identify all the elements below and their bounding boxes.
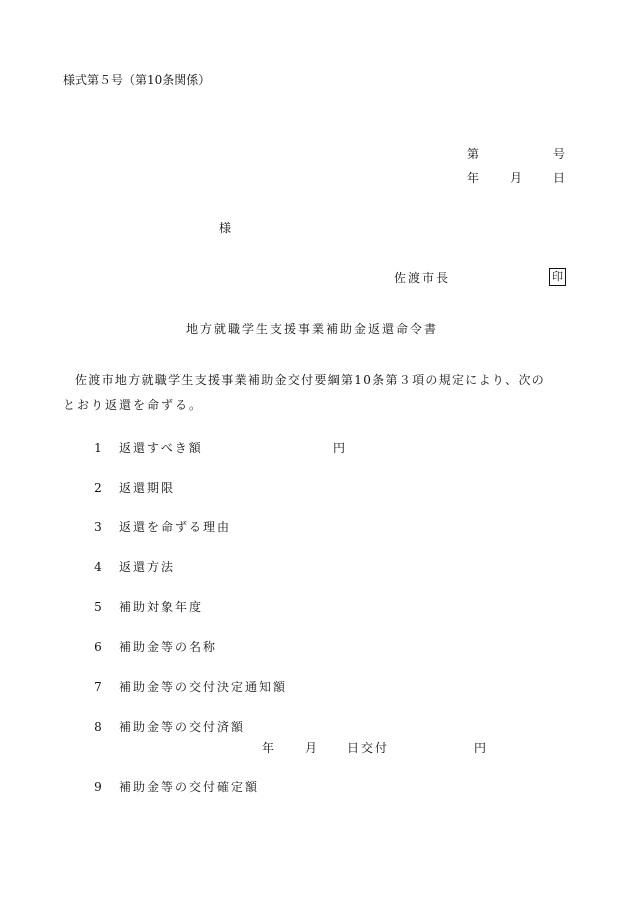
item-label: 補助対象年度 <box>119 600 204 614</box>
item-number: 5 <box>94 600 102 614</box>
item-number: 7 <box>94 680 102 694</box>
document-title: 地方就職学生支援事業補助金返還命令書 <box>186 322 439 336</box>
item-number: 1 <box>94 441 102 455</box>
item-label: 返還期限 <box>119 481 176 495</box>
doc-number-prefix: 第 <box>467 147 480 161</box>
issuer-title: 佐渡市長 <box>394 271 451 285</box>
issued-year-label: 年 <box>262 741 275 755</box>
form-number-header: 様式第５号（第10条関係） <box>63 73 211 87</box>
doc-number-suffix: 号 <box>553 147 566 161</box>
amount-unit: 円 <box>333 441 346 455</box>
item-number: 9 <box>94 780 102 794</box>
item-number: 6 <box>94 640 102 654</box>
addressee-suffix: 様 <box>219 221 232 235</box>
item-label: 返還すべき額 <box>119 441 203 455</box>
issued-day-label: 日交付 <box>347 741 390 755</box>
item-number: 4 <box>94 560 102 574</box>
date-month-label: 月 <box>510 171 523 185</box>
issued-month-label: 月 <box>305 741 318 755</box>
item-number: 2 <box>94 481 102 495</box>
item-label: 補助金等の名称 <box>119 640 218 654</box>
date-day-label: 日 <box>553 171 566 185</box>
issued-amount-unit: 円 <box>474 741 487 755</box>
body-text-line-1: 佐渡市地方就職学生支援事業補助金交付要綱第10条第３項の規定により、次の <box>75 373 546 387</box>
item-number: 3 <box>94 520 102 534</box>
item-label: 返還を命ずる理由 <box>119 520 232 534</box>
item-label: 返還方法 <box>119 560 176 574</box>
item-label: 補助金等の交付確定額 <box>119 780 260 794</box>
item-label: 補助金等の交付決定通知額 <box>119 680 288 694</box>
seal-mark: 印 <box>549 268 566 286</box>
item-label: 補助金等の交付済額 <box>119 720 246 734</box>
date-year-label: 年 <box>467 171 480 185</box>
body-text-line-2: とおり返還を命ずる。 <box>63 398 204 412</box>
item-number: 8 <box>94 720 102 734</box>
